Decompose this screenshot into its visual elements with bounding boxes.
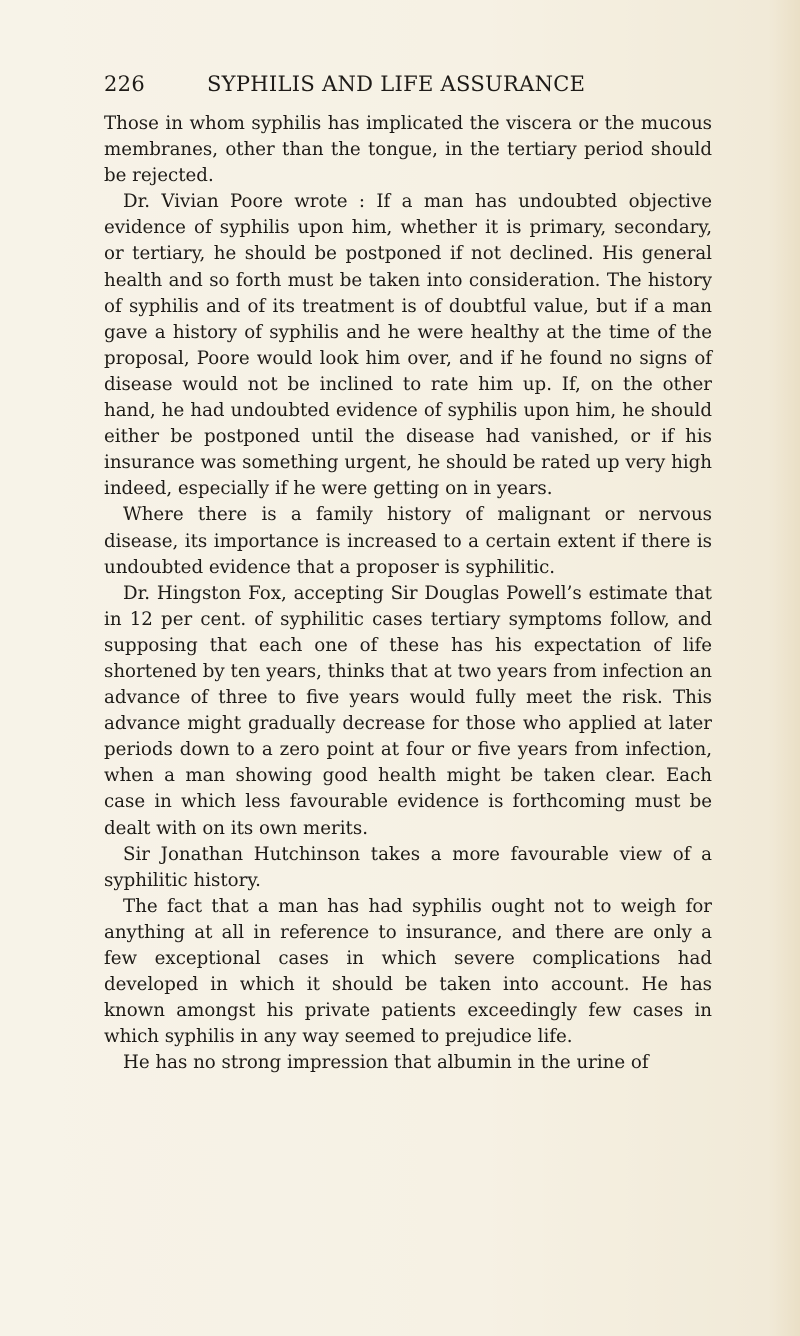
page-header [104, 72, 704, 102]
paragraph-insurance-weight: The fact that a man has had syphilis ought not to weigh for anything at all in reference to insurance, and there are only a few exceptional cases in which severe complications had developed in which it should be taken into account. He has known amongst his private patients exceedingly few cases in which syphilis in any way seemed to prejudice life. [104, 895, 712, 1048]
paragraph-viscera-rejection: Those in whom syphilis has implicated the viscera or the mucous membranes, other than the tongue, in the tertiary period should be rejected. [104, 113, 712, 187]
paragraph-albumin: He has no strong impression that albumin in the urine of [123, 1052, 649, 1074]
paragraph-vivian-poore: Dr. Vivian Poore wrote : If a man has undoubted objective evidence of syphilis upon him, whether it is primary, secondary, or tertiary, he should be postponed if not declined. His general health and so forth must be taken into consideration. The history of syphilis and of its treatment is of doubtful value, but if a man gave a history of syphilis and he were healthy at the time of the proposal, Poore would look him over, and if he found no signs of disease would not be inclined to rate him up. If, on the other hand, he had undoubted evidence of syphilis upon him, he should either be postponed until the disease had vanished, or if his insurance was something urgent, he should be rated up very high indeed, especially if he were getting on in years. [104, 191, 712, 500]
running-title: SYPHILIS AND LIFE ASSURANCE [207, 72, 586, 96]
paragraph-jonathan-hutchinson: Sir Jonathan Hutchinson takes a more favourable view of a syphilitic history. [104, 843, 712, 891]
body-text [104, 111, 712, 1076]
paragraph-hingston-fox: Dr. Hingston Fox, accepting Sir Douglas Powell’s estimate that in 12 per cent. of syphilitic cases tertiary symptoms follow, and supposing that each one of these has his expectation of life shortened by ten years, thinks that at two years from infection an advance of three to five years would fully meet the risk. This advance might gradually decrease for those who applied at later periods down to a zero point at four or five years from infection, when a man showing good health might be taken clear. Each case in which less favourable evidence is forthcoming must be dealt with on its own merits. [104, 582, 712, 839]
page-number: 226 [104, 72, 145, 96]
paragraph-family-history: Where there is a family history of malignant or nervous disease, its importance is increased to a certain extent if there is undoubted evidence that a proposer is syphilitic. [104, 504, 712, 578]
